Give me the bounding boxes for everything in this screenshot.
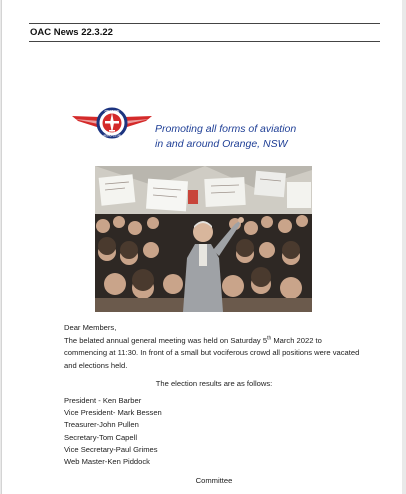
meeting-photo	[95, 166, 312, 312]
paragraph-part-1: The belated annual general meeting was held on Saturday 5	[64, 336, 268, 346]
closing-committee: Committee	[195, 476, 233, 486]
article-body	[64, 322, 364, 487]
newsletter-title: OAC News 22.3.22	[30, 27, 113, 38]
header-rule-top	[29, 23, 380, 24]
club-logo	[70, 104, 154, 146]
logo-ring-bottom-text: AERO CLUB	[103, 133, 121, 138]
officer-secretary: Secretary-Tom Capell	[64, 432, 138, 442]
header-rule-bottom	[29, 41, 380, 42]
tagline-line-2: in and around Orange, NSW	[155, 138, 288, 150]
officer-web-master: Web Master-Ken Piddock	[64, 457, 150, 467]
meeting-paragraph	[64, 335, 364, 372]
logo-ring-top-text: ORANGE	[104, 109, 120, 114]
officer-vice-president: Vice President- Mark Bessen	[64, 408, 162, 418]
officer-president: President - Ken Barber	[64, 396, 142, 406]
results-intro: The election results are as follows:	[155, 378, 273, 388]
paragraph-part-2: March 2022 to commencing at 11:30. In front of a small but vociferous crowd all positions were vacated and elections held.	[64, 336, 360, 370]
document-page	[1, 0, 405, 494]
ordinal-suffix: th	[267, 335, 272, 342]
club-tagline	[155, 122, 355, 152]
tagline-line-1: Promoting all forms of aviation	[155, 123, 297, 135]
officers-list	[64, 395, 364, 468]
officer-treasurer: Treasurer-John Pullen	[64, 420, 139, 430]
vertical-scrollbar[interactable]	[402, 0, 406, 494]
officer-vice-secretary: Vice Secretary-Paul Grimes	[64, 444, 158, 454]
greeting: Dear Members,	[64, 323, 117, 332]
